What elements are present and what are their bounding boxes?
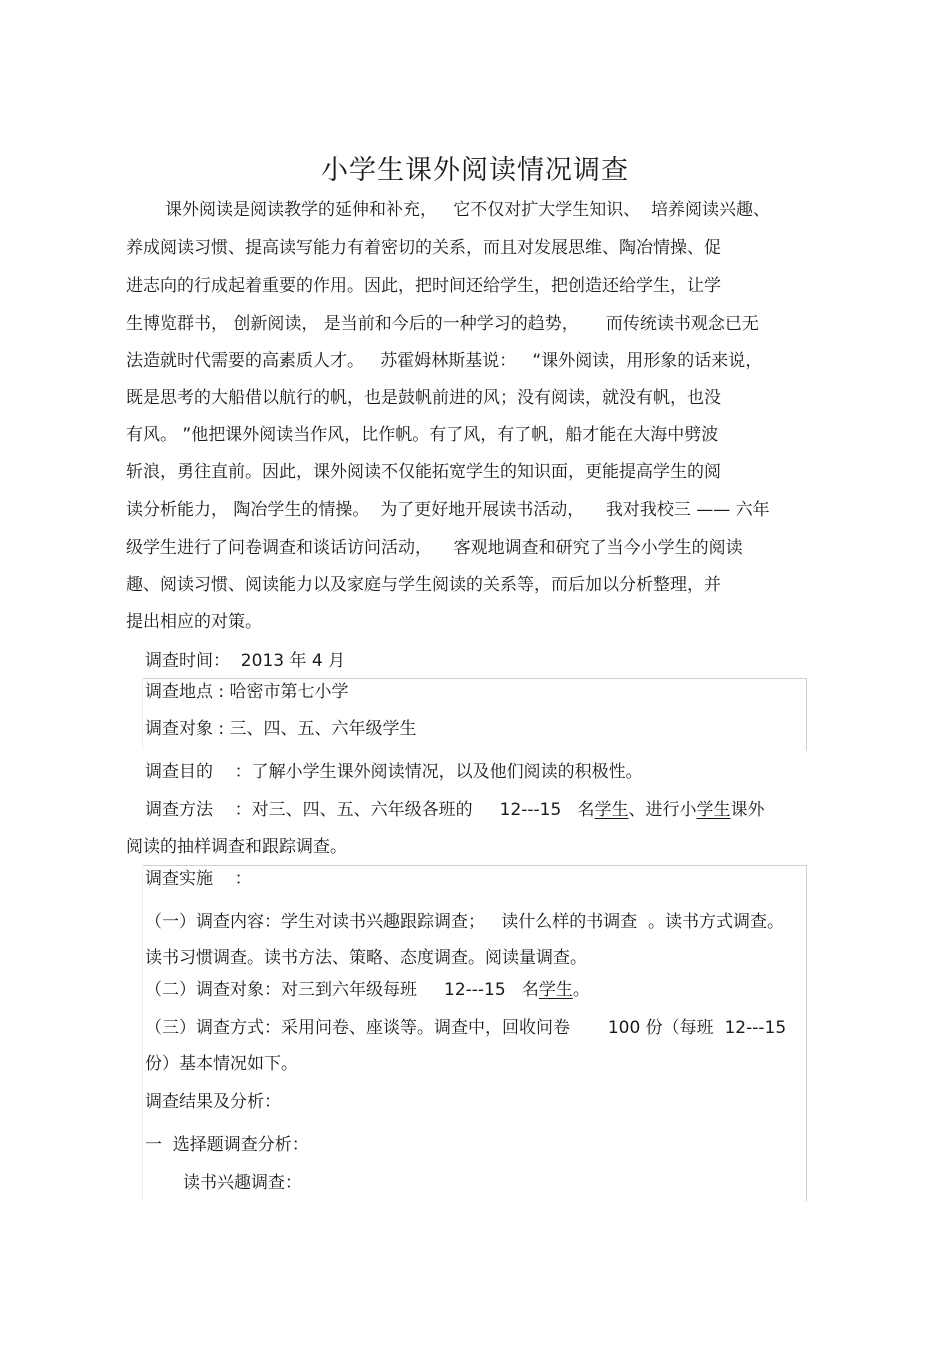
- method-link-students-1[interactable]: 学生: [594, 800, 629, 820]
- intro-line-1: 课外阅读是阅读教学的延伸和补充， 它不仅对扩大学生知识、 培养阅读兴趣、: [165, 200, 771, 220]
- section-one-heading: 一 选择题调查分析：: [145, 1135, 309, 1155]
- target-line: [145, 979, 590, 1001]
- intro-line-2: 养成阅读习惯、提高读写能力有着密切的关系，而且对发展思维、陶冶情操、促: [126, 238, 721, 258]
- survey-purpose: 调查目的 ：了解小学生课外阅读情况，以及他们阅读的积极性。: [145, 762, 643, 782]
- intro-line-10: 级学生进行了问卷调查和谈话访问活动， 客观地调查和研究了当今小学生的阅读: [126, 538, 743, 558]
- intro-line-8: 斩浪，勇往直前。因此，课外阅读不仅能拓宽学生的知识面，更能提高学生的阅: [126, 462, 721, 482]
- results-heading: 调查结果及分析：: [145, 1092, 281, 1112]
- intro-line-7: 有风。 ”他把课外阅读当作风，比作帆。有了风，有了帆，船才能在大海中劈波: [126, 425, 719, 445]
- survey-method-line-2: 阅读的抽样调查和跟踪调查。: [126, 837, 347, 857]
- intro-line-6: 既是思考的大船借以航行的帆，也是鼓帆前进的风；没有阅读，就没有帆，也没: [126, 388, 721, 408]
- survey-place: 调查地点 : 哈密市第七小学: [145, 682, 349, 702]
- method-line-2: 份）基本情况如下。: [145, 1054, 298, 1074]
- content-line-1: （一）调查内容：学生对读书兴趣跟踪调查； 读什么样的书调查 。读书方式调查。: [145, 912, 785, 932]
- method-text-2: 、进行小: [628, 800, 697, 820]
- survey-target: 调查对象 : 三、四、五、六年级学生: [145, 719, 417, 739]
- method-text-1: 调查方法 ：对三、四、五、六年级各班的 12---15 名: [145, 800, 595, 820]
- content-line-2: 读书习惯调查。读书方法、策略、态度调查。阅读量调查。: [145, 948, 587, 968]
- interest-heading: 读书兴趣调查：: [183, 1173, 302, 1193]
- implementation-box-edge: [142, 865, 143, 1200]
- method-link-students-2[interactable]: 学生: [696, 800, 731, 820]
- intro-line-3: 进志向的行成起着重要的作用。因此，把时间还给学生，把创造还给学生，让学: [126, 276, 721, 296]
- method-line-1: （三）调查方式：采用问卷、座谈等。调查中，回收问卷 100 份（每班 12---15: [145, 1018, 787, 1038]
- target-suffix: 。: [572, 980, 590, 1000]
- survey-info-box-edge: [142, 678, 143, 750]
- survey-method-line-1: [145, 799, 765, 821]
- intro-line-12: 提出相应的对策。: [126, 612, 262, 632]
- page-title: 小学生课外阅读情况调查: [321, 155, 629, 186]
- intro-line-5: 法造就时代需要的高素质人才。 苏霍姆林斯基说： “课外阅读，用形象的话来说，: [126, 351, 763, 371]
- target-text: （二）调查对象：对三到六年级每班 12---15 名: [145, 980, 539, 1000]
- intro-line-9: 读分析能力， 陶冶学生的情操。 为了更好地开展读书活动， 我对我校三 —— 六年: [126, 500, 770, 520]
- intro-line-11: 趣、阅读习惯、阅读能力以及家庭与学生阅读的关系等，而后加以分析整理，并: [126, 575, 721, 595]
- method-text-3: 课外: [730, 800, 765, 820]
- survey-time: 调查时间： 2013 年 4 月: [145, 651, 346, 671]
- implementation-heading: 调查实施 ：: [145, 869, 252, 889]
- intro-line-4: 生博览群书， 创新阅读， 是当前和今后的一种学习的趋势， 而传统读书观念已无: [126, 314, 759, 334]
- target-link-students[interactable]: 学生: [538, 980, 573, 1000]
